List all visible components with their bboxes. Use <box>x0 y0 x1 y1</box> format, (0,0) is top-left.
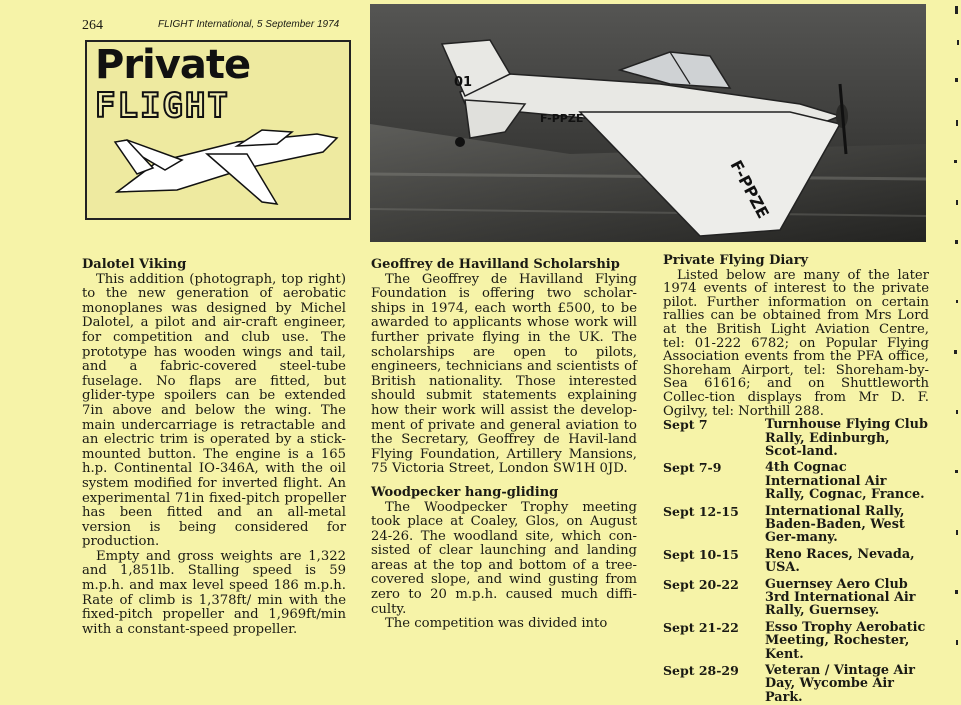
page-header <box>82 18 340 34</box>
paragraph: Empty and gross weights are 1,322 and 1,851lb. Stalling speed is 59 m.p.h. and max level speed 186 m.p.h. Rate of climb is 1,378ft/ min with the fixed-pitch propeller and 1,969ft/min with a constant-speed propeller. <box>82 548 346 637</box>
diary-date: Sept 7-9 <box>663 460 722 476</box>
diary-date: Sept 28-29 <box>663 663 739 679</box>
publication-line: FLIGHT International, 5 September 1974 <box>158 19 340 30</box>
diary-event: Guernsey Aero Club 3rd International Air Rally, Guernsey. <box>765 576 916 619</box>
aircraft-photograph <box>370 4 926 242</box>
heading-scholarship: Geoffrey de Havilland Scholarship <box>371 257 620 272</box>
diary-date: Sept 21-22 <box>663 619 739 635</box>
fuselage-registration-text: F-PPZE <box>540 112 584 125</box>
diary-entry <box>663 664 929 704</box>
logo-text-private: Private <box>95 42 251 88</box>
diary-event: International Rally, Baden-Baden, West Ger-many. <box>765 503 905 546</box>
heading-flying-diary: Private Flying Diary <box>663 253 809 268</box>
paragraph: Listed below are many of the later 1974 events of interest to the private pilot. Further information on certain rallies can be obtained from Mrs Lord at the British Light Aviation Centre, tel: 01-222 6782; on Popular Flying Association events from the PFA office, Shoreham Airport, tel: Shoreham-by-Sea 61616; and on Shuttleworth Collec-tion displays from Mr D. F. Ogilvy, tel: Northill 288. <box>663 267 929 419</box>
paragraph: The Woodpecker Trophy meeting took place at Coaley, Glos, on August 24-26. The woodland site, which con-sisted of clear launching and landing areas at the top and bottom of a tree-covered slope, and wind gusting from zero to 20 m.p.h. caused much diffi-culty. <box>371 499 637 617</box>
logo-text-flight: FLIGHT <box>95 86 230 126</box>
fin-code-text: 01 <box>454 75 473 90</box>
page-number: 264 <box>82 18 103 33</box>
diary-entry <box>663 418 929 458</box>
diary-event: Turnhouse Flying Club Rally, Edinburgh, Scot-land. <box>765 417 928 459</box>
private-flight-logo <box>85 40 351 220</box>
diary-date: Sept 20-22 <box>663 576 739 592</box>
diary-entry <box>663 548 929 575</box>
diary-entry <box>663 505 929 545</box>
diary-event: Reno Races, Nevada, USA. <box>765 546 915 576</box>
diary-date: Sept 12-15 <box>663 503 739 519</box>
diary-date: Sept 10-15 <box>663 546 739 562</box>
paragraph: The Geoffrey de Havilland Flying Foundation is offering two scholar-ships in 1974, each worth £500, to be awarded to applicants whose work will further private flying in the UK. The scholarships are open to pilots, engineers, technicians and scientists of British nationality. Those interested should submit statements explaining how their work will assist the develop-ment of private and general aviation to the Secretary, Geoffrey de Havil-land Flying Foundation, Artillery Mansions, 75 Victoria Street, London SW1H 0JD. <box>371 271 637 477</box>
article-scholarship-hang-gliding <box>371 258 637 632</box>
page-edge-marks <box>937 0 961 657</box>
heading-dalotel-viking: Dalotel Viking <box>82 257 187 272</box>
diary-date: Sept 7 <box>663 417 708 433</box>
diary-event: Esso Trophy Aerobatic Meeting, Rochester, Kent. <box>765 619 926 662</box>
wing-registration-text: F-PPZE <box>726 156 773 222</box>
article-dalotel-viking <box>82 258 346 637</box>
heading-hang-gliding: Woodpecker hang-gliding <box>371 484 559 500</box>
article-flying-diary <box>663 254 929 704</box>
paragraph: This addition (photograph, top right) to the new generation of aerobatic monoplanes was designed by Michel Dalotel, a pilot and air-craft engineer, for competition and club use. The prototype has wooden wings and tail, and a fabric-covered steel-tube fuselage. No flaps are fitted, but glider-type spoilers can be extended 7in above and below the wing. The main undercarriage is retractable and an electric trim is operated by a stick-mounted button. The engine is a 165 h.p. Continental IO-346A, with the oil system modified for inverted flight. An experimental 71in fixed-pitch propeller has been fitted and an all-metal version is being considered for production. <box>82 271 346 550</box>
diary-event: Veteran / Vintage Air Day, Wycombe Air Park. <box>765 663 916 705</box>
paragraph: The competition was divided into <box>385 616 608 632</box>
diary-entry <box>663 461 929 501</box>
diary-entry <box>663 621 929 661</box>
diary-entry <box>663 578 929 618</box>
diary-event: 4th Cognac International Air Rally, Cognac, France. <box>765 460 925 503</box>
